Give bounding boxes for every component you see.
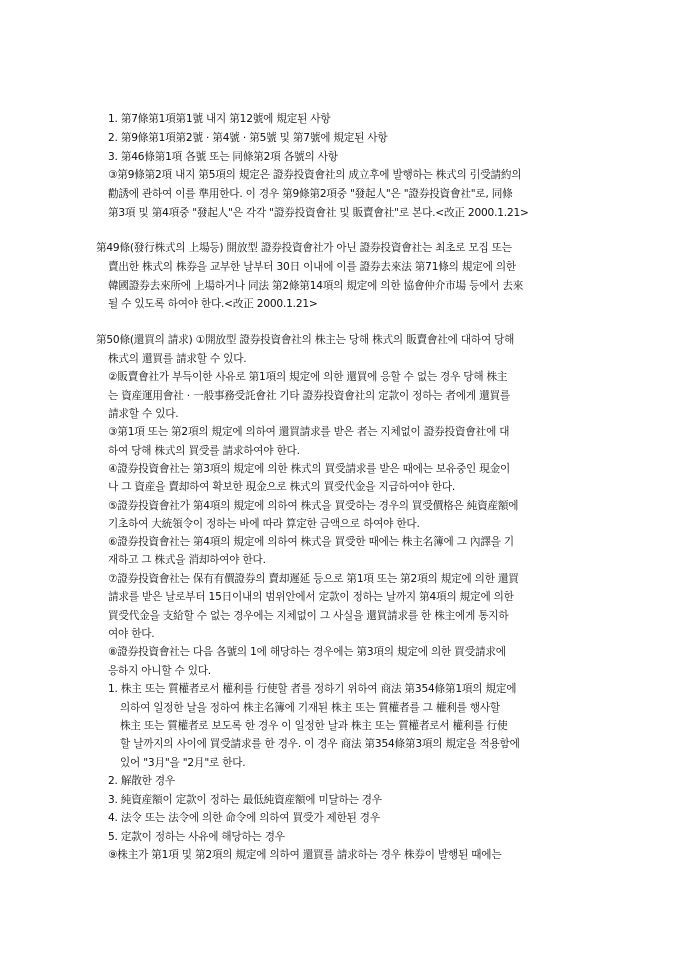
clause-item-1: 1. 第7條第1項第1號 내지 第12號에 規定된 사항: [108, 113, 331, 125]
article-50-item-4: 4. 法令 또는 法令에 의한 命令에 의하여 買受가 제한된 경우: [108, 812, 380, 824]
article-50-p7-line-1: ⑦證券投資會社는 保有有價證券의 賣却遲延 등으로 第1項 또는 第2項의 規定에 의한 還買: [108, 573, 519, 585]
article-50-p6-line-2: 재하고 그 株式을 消却하여야 한다.: [108, 554, 266, 566]
article-49-line-4: 될 수 있도록 하여야 한다.<改正 2000.1.21>: [108, 298, 318, 310]
article-49-line-1: 第49條(發行株式의 上場등) 開放型 證券投資會社가 아닌 證券投資會社는 최초로 모집 또는: [96, 242, 512, 254]
article-50-p2-line-3: 請求할 수 있다.: [108, 408, 179, 420]
article-50-p1-line-2: 株式의 還買를 請求할 수 있다.: [108, 353, 247, 365]
paragraph-3-line-1: ③第9條第2項 내지 第5項의 規定은 證券投資會社의 成立후에 발행하는 株式의 引受請約의: [108, 169, 522, 181]
article-50-p3-line-1: ③第1項 또는 第2項의 規定에 의하여 還買請求를 받은 者는 지체없이 證券投資會社에 대: [108, 426, 510, 438]
article-50-p2-line-2: 는 資産運用會社 · 一般事務受託會社 기타 證券投資會社의 定款이 정하는 者에게 還買를: [108, 390, 510, 402]
article-50-p8-line-1: ⑧證券投資會社는 다음 各號의 1에 해당하는 경우에는 第3項의 規定에 의한 買受請求에: [108, 646, 506, 658]
article-50-p9-line-1: ⑨株主가 第1項 및 第2項의 規定에 의하여 還買를 請求하는 경우 株券이 발행된 때에는: [108, 849, 502, 861]
article-50-p4-line-1: ④證券投資會社는 第3項의 規定에 의한 株式의 買受請求를 받은 때에는 보유중인 現金이: [108, 463, 510, 475]
article-50-p5-line-2: 기초하여 大統領令이 정하는 바에 따라 算定한 금액으로 하여야 한다.: [108, 518, 420, 530]
article-50-p5-line-1: ⑤證券投資會社가 第4項의 規定에 의하여 株式을 買受하는 경우의 買受價格은 純資産額에: [108, 500, 519, 512]
article-50-p7-line-2: 請求를 받은 날로부터 15日이내의 범위안에서 定款이 정하는 날까지 第4項의 規定에 의한: [108, 591, 514, 603]
article-50-item-2: 2. 解散한 경우: [108, 775, 175, 787]
article-50-p3-line-2: 하여 당해 株式의 買受를 請求하여야 한다.: [108, 445, 300, 457]
article-50-item-1-line-4: 할 날까지의 사이에 買受請求를 한 경우. 이 경우 商法 第354條第3項의 規定을 적용함에: [120, 738, 520, 750]
article-50-p2-line-1: ②販賣會社가 부득이한 사유로 第1項의 規定에 의한 還買에 응할 수 없는 경우 당해 株主: [108, 371, 508, 383]
article-50-p4-line-2: 나 그 資産을 賣却하여 확보한 現金으로 株式의 買受代金을 지급하여야 한다.: [108, 481, 456, 493]
clause-item-2: 2. 第9條第1項第2號 · 第4號 · 第5號 및 第7號에 規定된 사항: [108, 132, 388, 144]
paragraph-3-line-2: 勸誘에 관하여 이를 準用한다. 이 경우 第9條第2項중 "發起人"은 "證券投資會社"로, 同條: [108, 188, 513, 200]
article-50-p1-line-1: 第50條(還買의 請求) ①開放型 證券投資會社의 株主는 당해 株式의 販賣會社에 대하여 당해: [96, 334, 515, 346]
article-50-item-1-line-5: 있어 "3月"을 "2月"로 한다.: [120, 757, 246, 769]
article-50-p7-line-4: 여야 한다.: [108, 628, 155, 640]
article-50-item-1-line-2: 의하여 일정한 날을 정하여 株主名簿에 기재된 株主 또는 質權者를 그 權利를 행사할: [120, 702, 500, 714]
article-49-line-3: 韓國證券去來所에 上場하거나 同法 第2條第14項의 規定에 의한 協會仲介市場 등에서 去來: [108, 280, 524, 292]
article-50-p7-line-3: 買受代金을 支給할 수 없는 경우에는 지체없이 그 사실을 還買請求를 한 株主에게 통지하: [108, 610, 509, 622]
paragraph-3-line-3: 第3項 및 第4項중 "發起人"은 각각 "證券投資會社 및 販賣會社"로 본다.<改正 2000.1.21>: [108, 207, 529, 219]
article-50-item-5: 5. 定款이 정하는 사유에 해당하는 경우: [108, 831, 285, 843]
clause-item-3: 3. 第46條第1項 各號 또는 同條第2項 各號의 사항: [108, 151, 338, 163]
article-50-item-1-line-3: 株主 또는 質權者로 보도록 한 경우 이 일정한 날과 株主 또는 質權者로서 權利를 行使: [120, 720, 508, 732]
article-49-line-2: 賣出한 株式의 株券을 교부한 날부터 30日 이내에 이를 證券去來法 第71條의 規定에 의한: [108, 261, 516, 273]
article-50-item-1-line-1: 1. 株主 또는 質權者로서 權利를 行使할 者를 정하기 위하여 商法 第354條第1項의 規定에: [108, 683, 517, 695]
article-50-p8-line-2: 응하지 아니할 수 있다.: [108, 665, 211, 677]
article-50-p6-line-1: ⑥證券投資會社는 第4項의 規定에 의하여 株式을 買受한 때에는 株主名簿에 그 內譯을 기: [108, 536, 514, 548]
article-50-item-3: 3. 純資産額이 定款이 정하는 最低純資産額에 미달하는 경우: [108, 794, 382, 806]
